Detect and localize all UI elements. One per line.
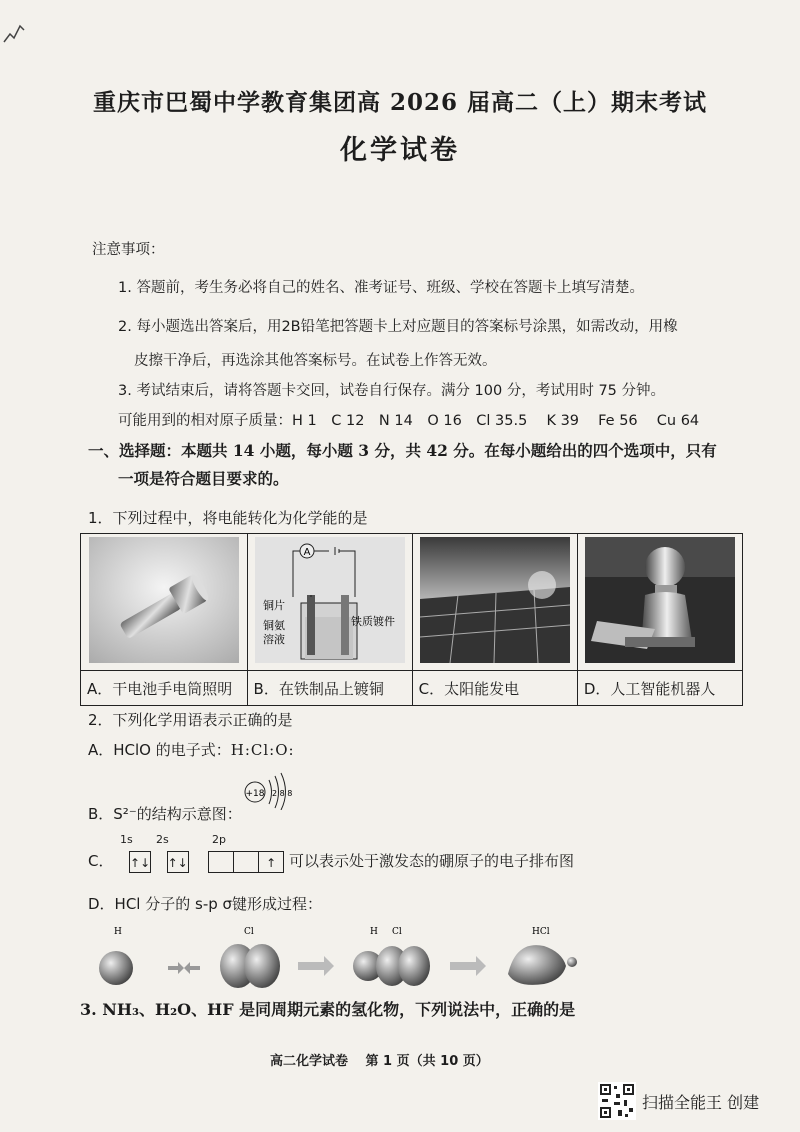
note-item-3: 3. 考试结束后，请将答题卡交回，试卷自行保存。满分 100 分，考试用时 75 分钟。	[118, 383, 666, 399]
q1-option-a: A．干电池手电筒照明	[81, 671, 248, 706]
q1-image-c	[412, 534, 577, 671]
note-item-2-cont: 皮擦干净后，再选涂其他答案标号。在试卷上作答无效。	[134, 353, 497, 369]
qr-code-icon	[598, 1082, 636, 1120]
orbital-label-1s: 1s	[120, 833, 133, 846]
orbital-cell-2p-3: ↑	[258, 851, 284, 873]
q1-option-c: C．太阳能发电	[412, 671, 577, 706]
q1-options-table	[80, 533, 743, 706]
shell-electrons: 2 8 8	[272, 789, 293, 798]
nucleus-label: +18	[245, 789, 265, 799]
robot-image	[585, 537, 735, 663]
q2-option-a-text: A．HClO 的电子式：	[88, 741, 231, 759]
note-item-1: 1. 答题前，考生务必将自己的姓名、准考证号、班级、学校在答题卡上填写清楚。	[118, 280, 644, 296]
solution-label-1: 铜氨	[262, 619, 285, 632]
q1-stem: 1．下列过程中，将电能转化为化学能的是	[88, 509, 368, 527]
q1-image-a	[81, 534, 248, 671]
note-item-2: 2. 每小题选出答案后，用2B铅笔把答题卡上对应题目的答案标号涂黑，如需改动，用橡	[118, 319, 678, 335]
atomic-masses: 可能用到的相对原子质量：H 1 C 12 N 14 O 16 Cl 35.5 K 39 Fe 56 Cu 64	[118, 413, 700, 429]
page-footer: 高二化学试卷 第 1 页（共 10 页）	[270, 1054, 489, 1069]
orbital-cell-2s: ↑↓	[167, 851, 189, 873]
flashlight-image	[89, 537, 239, 663]
notes-heading: 注意事项：	[92, 242, 165, 258]
d-label-hcl: HCl	[532, 927, 550, 937]
ammeter-label: A	[303, 547, 311, 558]
d-label-h2: H	[370, 927, 378, 937]
section-heading-cont: 一项是符合题目要求的。	[118, 469, 289, 488]
q2-option-d: D．HCl 分子的 s-p σ键形成过程：	[88, 895, 323, 913]
q1-option-b: B．在铁制品上镀铜	[247, 671, 412, 706]
q2-option-c	[88, 848, 574, 874]
q2-option-c-text: 可以表示处于激发态的硼原子的电子排布图	[288, 852, 574, 870]
q3-stem: 3. NH₃、H₂O、HF 是同周期元素的氢化物，下列说法中，正确的是	[80, 1000, 576, 1019]
q2-option-a	[88, 739, 295, 760]
hcl-bond-formation-diagram	[88, 922, 608, 992]
orbital-label-2s: 2s	[156, 833, 169, 846]
sulfide-ion-diagram	[242, 770, 298, 810]
exam-subject: 化学试卷	[340, 135, 460, 166]
orbital-cell-2p-2	[233, 851, 259, 873]
q2-option-c-prefix: C．	[88, 852, 114, 870]
q2-option-b: B．S²⁻的结构示意图：	[88, 805, 242, 823]
exam-title: 重庆市巴蜀中学教育集团高 2026 届高二（上）期末考试	[92, 89, 708, 116]
hclo-electron-formula: H:Cl:O:	[230, 741, 295, 759]
iron-label: 铁质镀件	[350, 615, 395, 628]
corner-mark	[0, 12, 30, 46]
d-label-cl1: Cl	[244, 927, 254, 937]
scanner-watermark: 扫描全能王 创建	[642, 1093, 760, 1112]
q2-stem: 2．下列化学用语表示正确的是	[88, 711, 293, 729]
section-heading: 一、选择题：本题共 14 小题，每小题 3 分，共 42 分。在每小题给出的四个选项中，只有	[88, 441, 717, 460]
q1-image-d	[577, 534, 742, 671]
q1-image-b	[247, 534, 412, 671]
copper-label: 铜片	[262, 599, 285, 612]
d-label-cl2: Cl	[392, 927, 402, 937]
orbital-cell-1s: ↑↓	[129, 851, 151, 873]
solution-label-2: 溶液	[262, 633, 285, 646]
solar-panel-image	[420, 537, 570, 663]
orbital-label-2p: 2p	[212, 833, 226, 846]
d-label-h1: H	[114, 927, 122, 937]
orbital-cell-2p-1	[208, 851, 234, 873]
q1-option-d: D．人工智能机器人	[577, 671, 742, 706]
electroplating-diagram	[255, 537, 405, 663]
